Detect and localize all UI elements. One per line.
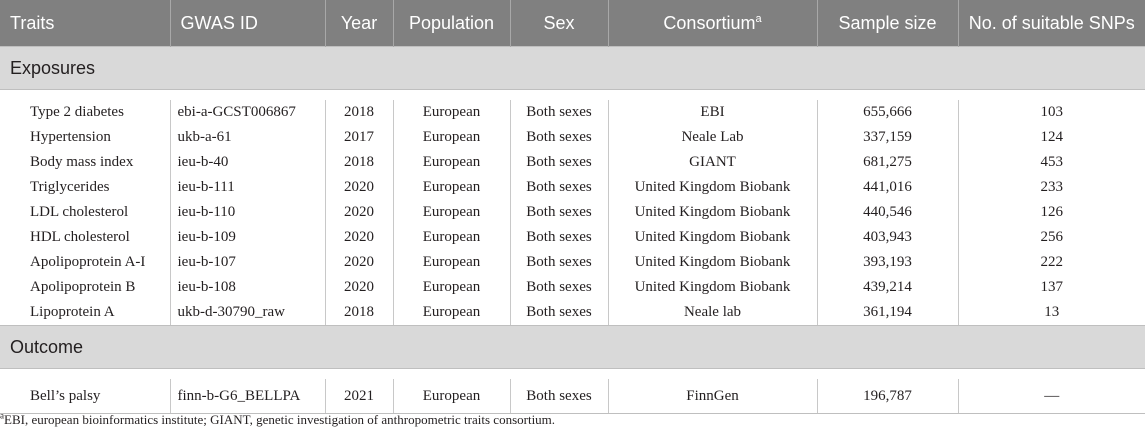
cell-sample-size: 337,159: [817, 125, 958, 150]
cell-sex: Both sexes: [510, 379, 608, 414]
cell-consortium: United Kingdom Biobank: [608, 225, 817, 250]
cell-sample-size: 441,016: [817, 175, 958, 200]
cell-sample-size: 393,193: [817, 250, 958, 275]
cell-sample-size: 440,546: [817, 200, 958, 225]
cell-sex: Both sexes: [510, 225, 608, 250]
cell-snps: 124: [1040, 129, 1063, 145]
cell-population: European: [393, 379, 510, 414]
cell-sex: Both sexes: [510, 275, 608, 300]
cell-gwas-id: ieu-b-110: [170, 200, 325, 225]
cell-trait: Bell’s palsy: [0, 379, 170, 414]
table-row: [0, 125, 1145, 150]
cell-sex: Both sexes: [510, 150, 608, 175]
cell-consortium: FinnGen: [608, 379, 817, 414]
spacer: [0, 369, 1145, 380]
cell-gwas-id: ukb-a-61: [170, 125, 325, 150]
cell-gwas-id: ieu-b-40: [170, 150, 325, 175]
section-outcome: [0, 326, 1145, 369]
cell-population: European: [393, 275, 510, 300]
cell-consortium: United Kingdom Biobank: [608, 275, 817, 300]
header-consortium: [608, 0, 817, 47]
cell-sex: Both sexes: [510, 175, 608, 200]
table-row: [0, 150, 1145, 175]
cell-trait: Hypertension: [0, 125, 170, 150]
cell-consortium: GIANT: [608, 150, 817, 175]
cell-sample-size: 196,787: [817, 379, 958, 414]
header-consortium-label: Consortium: [663, 12, 756, 33]
header-traits: Traits: [0, 0, 170, 47]
cell-year: 2020: [325, 175, 393, 200]
cell-sex: Both sexes: [510, 300, 608, 326]
footnote-marker: a: [755, 12, 762, 25]
cell-population: European: [393, 125, 510, 150]
cell-population: European: [393, 225, 510, 250]
section-exposures: [0, 47, 1145, 90]
header-population: Population: [393, 0, 510, 47]
section-title-exposures: Exposures: [0, 47, 1145, 90]
cell-sex: Both sexes: [510, 125, 608, 150]
header-sample-size: Sample size: [817, 0, 958, 47]
footnote: [0, 412, 555, 428]
table-row: [0, 200, 1145, 225]
cell-gwas-id: ieu-b-109: [170, 225, 325, 250]
cell-year: 2020: [325, 250, 393, 275]
cell-year: 2018: [325, 100, 393, 125]
cell-consortium: Neale lab: [608, 300, 817, 326]
cell-gwas-id: ieu-b-108: [170, 275, 325, 300]
cell-trait: Triglycerides: [0, 175, 170, 200]
cell-trait: Type 2 diabetes: [0, 100, 170, 125]
section-title-outcome: Outcome: [0, 326, 1145, 369]
cell-gwas-id: ieu-b-107: [170, 250, 325, 275]
table-row: [0, 379, 1145, 414]
cell-gwas-id: ebi-a-GCST006867: [170, 100, 325, 125]
cell-year: 2018: [325, 150, 393, 175]
header-row: [0, 0, 1145, 47]
table-row: [0, 225, 1145, 250]
table-row: [0, 250, 1145, 275]
cell-snps: 256: [1040, 229, 1063, 245]
cell-population: European: [393, 175, 510, 200]
table-row: [0, 175, 1145, 200]
cell-population: European: [393, 200, 510, 225]
cell-sample-size: 361,194: [817, 300, 958, 326]
cell-snps: 13: [958, 300, 1145, 326]
cell-snps: 103: [1040, 104, 1063, 120]
cell-snps: —: [958, 379, 1145, 414]
cell-year: 2020: [325, 200, 393, 225]
cell-year: 2018: [325, 300, 393, 326]
cell-consortium: EBI: [608, 100, 817, 125]
cell-gwas-id: finn-b-G6_BELLPA: [170, 379, 325, 414]
cell-consortium: United Kingdom Biobank: [608, 250, 817, 275]
cell-sex: Both sexes: [510, 200, 608, 225]
cell-snps: 126: [1040, 204, 1063, 220]
cell-trait: Body mass index: [0, 150, 170, 175]
cell-gwas-id: ukb-d-30790_raw: [170, 300, 325, 326]
cell-population: European: [393, 100, 510, 125]
cell-sex: Both sexes: [510, 250, 608, 275]
cell-population: European: [393, 150, 510, 175]
cell-consortium: Neale Lab: [608, 125, 817, 150]
header-gwas-id: GWAS ID: [170, 0, 325, 47]
footnote-mark: a: [0, 410, 4, 421]
cell-sample-size: 655,666: [817, 100, 958, 125]
cell-snps: 222: [1040, 254, 1063, 270]
cell-consortium: United Kingdom Biobank: [608, 200, 817, 225]
cell-trait: Apolipoprotein B: [0, 275, 170, 300]
cell-gwas-id: ieu-b-111: [170, 175, 325, 200]
header-snps: No. of suitable SNPs: [958, 0, 1145, 47]
cell-sex: Both sexes: [510, 100, 608, 125]
cell-sample-size: 403,943: [817, 225, 958, 250]
spacer: [0, 90, 1145, 101]
table-row: [0, 300, 1145, 326]
cell-sample-size: 439,214: [817, 275, 958, 300]
cell-year: 2017: [325, 125, 393, 150]
cell-year: 2020: [325, 275, 393, 300]
cell-consortium: United Kingdom Biobank: [608, 175, 817, 200]
cell-population: European: [393, 250, 510, 275]
header-year: Year: [325, 0, 393, 47]
cell-trait: LDL cholesterol: [0, 200, 170, 225]
cell-population: European: [393, 300, 510, 326]
cell-trait: Lipoprotein A: [0, 300, 170, 326]
footnote-text: EBI, european bioinformatics institute; GIANT, genetic investigation of anthropometric traits consortium.: [4, 412, 556, 427]
cell-snps: 453: [1040, 154, 1063, 170]
table-row: [0, 275, 1145, 300]
cell-trait: Apolipoprotein A-I: [0, 250, 170, 275]
header-sex: Sex: [510, 0, 608, 47]
cell-snps: 233: [1040, 179, 1063, 195]
cell-year: 2020: [325, 225, 393, 250]
cell-year: 2021: [325, 379, 393, 414]
table-row: [0, 100, 1145, 125]
cell-sample-size: 681,275: [817, 150, 958, 175]
cell-trait: HDL cholesterol: [0, 225, 170, 250]
cell-snps: 137: [1040, 279, 1063, 295]
